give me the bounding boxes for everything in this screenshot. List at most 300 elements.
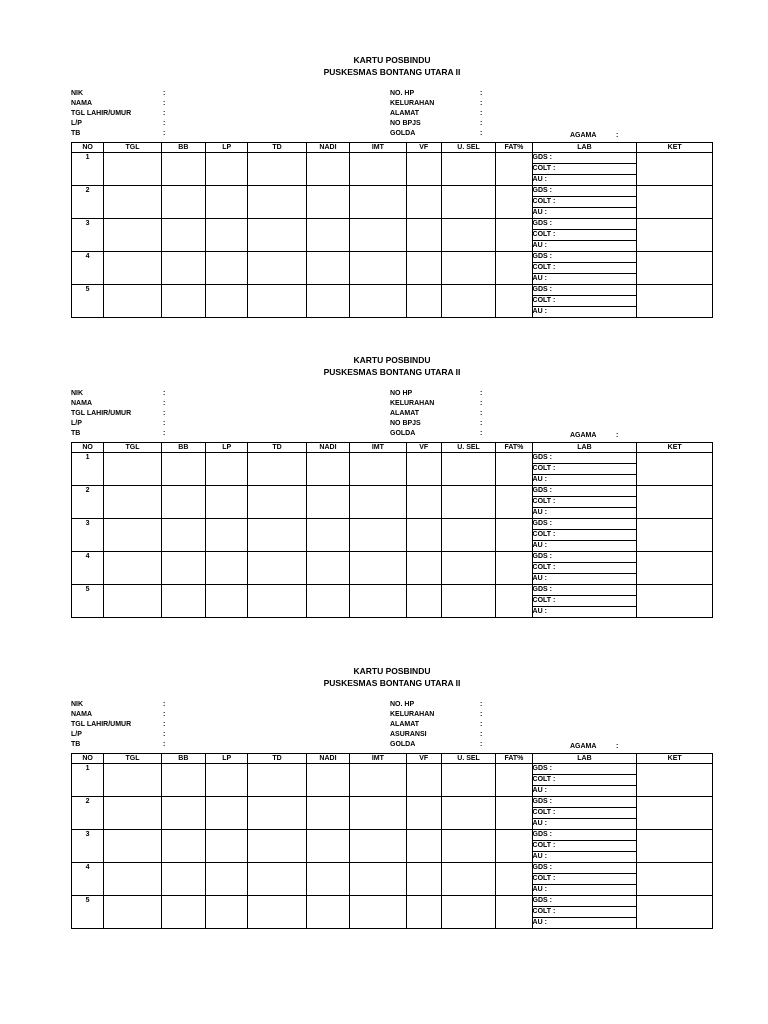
table-row bbox=[72, 552, 713, 563]
cell-u-sel[interactable] bbox=[441, 153, 495, 186]
left-field-label: L/P bbox=[71, 120, 82, 127]
cell-ket[interactable] bbox=[637, 453, 713, 486]
cell-u-sel[interactable] bbox=[441, 896, 495, 929]
cell-tgl[interactable] bbox=[104, 896, 161, 929]
lab-item[interactable]: COLT : bbox=[532, 464, 637, 475]
lab-item[interactable]: AU : bbox=[532, 574, 637, 585]
column-header: BB bbox=[161, 443, 205, 453]
cell-vf[interactable] bbox=[406, 186, 441, 219]
cell-ket[interactable] bbox=[637, 519, 713, 552]
lab-item[interactable]: COLT : bbox=[532, 230, 637, 241]
field-colon: : bbox=[163, 100, 166, 107]
cell-lp[interactable] bbox=[206, 486, 248, 519]
row-number: 4 bbox=[72, 252, 104, 285]
lab-item[interactable]: COLT : bbox=[532, 164, 637, 175]
lab-item[interactable]: COLT : bbox=[532, 197, 637, 208]
cell-lp[interactable] bbox=[206, 830, 248, 863]
right-field-label: ALAMAT bbox=[390, 721, 420, 728]
cell-bb[interactable] bbox=[161, 863, 205, 896]
cell-bb[interactable] bbox=[161, 285, 205, 318]
field-colon: : bbox=[163, 130, 166, 137]
cell-fat[interactable] bbox=[496, 896, 532, 929]
cell-tgl[interactable] bbox=[104, 863, 161, 896]
cell-vf[interactable] bbox=[406, 153, 441, 186]
cell-td[interactable] bbox=[248, 896, 306, 929]
field-colon: : bbox=[163, 741, 166, 748]
right-field-label: NO. HP bbox=[390, 701, 415, 708]
row-number: 4 bbox=[72, 552, 104, 585]
cell-fat[interactable] bbox=[496, 252, 532, 285]
column-header: TGL bbox=[104, 754, 161, 764]
row-number: 1 bbox=[72, 764, 104, 797]
cell-tgl[interactable] bbox=[104, 764, 161, 797]
lab-item[interactable]: AU : bbox=[532, 541, 637, 552]
cell-u-sel[interactable] bbox=[441, 219, 495, 252]
cell-ket[interactable] bbox=[637, 285, 713, 318]
column-header: TD bbox=[248, 143, 306, 153]
cell-ket[interactable] bbox=[637, 797, 713, 830]
cell-ket[interactable] bbox=[637, 186, 713, 219]
cell-nadi[interactable] bbox=[306, 764, 349, 797]
lab-item[interactable]: COLT : bbox=[532, 296, 637, 307]
left-field-label: NIK bbox=[71, 390, 84, 397]
card-subtitle: PUSKESMAS BONTANG UTARA II bbox=[323, 367, 461, 377]
cell-fat[interactable] bbox=[496, 486, 532, 519]
lab-item[interactable]: COLT : bbox=[532, 907, 637, 918]
cell-tgl[interactable] bbox=[104, 186, 161, 219]
field-colon: : bbox=[163, 721, 166, 728]
right-field-label: ALAMAT bbox=[390, 410, 420, 417]
field-colon: : bbox=[163, 120, 166, 127]
cell-lp[interactable] bbox=[206, 219, 248, 252]
lab-item[interactable]: GDS : bbox=[532, 764, 637, 775]
cell-bb[interactable] bbox=[161, 830, 205, 863]
row-number: 3 bbox=[72, 830, 104, 863]
column-header: U. SEL bbox=[441, 443, 495, 453]
field-colon: : bbox=[480, 420, 483, 427]
cell-imt[interactable] bbox=[350, 153, 406, 186]
cell-vf[interactable] bbox=[406, 519, 441, 552]
cell-ket[interactable] bbox=[637, 764, 713, 797]
cell-bb[interactable] bbox=[161, 552, 205, 585]
cell-ket[interactable] bbox=[637, 552, 713, 585]
cell-tgl[interactable] bbox=[104, 252, 161, 285]
field-colon: : bbox=[616, 743, 619, 750]
cell-td[interactable] bbox=[248, 764, 306, 797]
cell-td[interactable] bbox=[248, 486, 306, 519]
row-number: 2 bbox=[72, 797, 104, 830]
cell-nadi[interactable] bbox=[306, 219, 349, 252]
column-header: FAT% bbox=[496, 143, 532, 153]
cell-td[interactable] bbox=[248, 285, 306, 318]
cell-ket[interactable] bbox=[637, 830, 713, 863]
row-number: 2 bbox=[72, 186, 104, 219]
field-colon: : bbox=[616, 432, 619, 439]
lab-item[interactable]: GDS : bbox=[532, 552, 637, 563]
cell-imt[interactable] bbox=[350, 896, 406, 929]
cell-vf[interactable] bbox=[406, 219, 441, 252]
agama-label: AGAMA bbox=[570, 132, 597, 139]
cell-imt[interactable] bbox=[350, 797, 406, 830]
cell-td[interactable] bbox=[248, 453, 306, 486]
cell-u-sel[interactable] bbox=[441, 486, 495, 519]
left-field-label: L/P bbox=[71, 731, 82, 738]
lab-item[interactable]: COLT : bbox=[532, 596, 637, 607]
right-field-label: NO BPJS bbox=[390, 120, 421, 127]
cell-fat[interactable] bbox=[496, 153, 532, 186]
left-field-label: TGL LAHIR/UMUR bbox=[71, 410, 132, 417]
cell-lp[interactable] bbox=[206, 153, 248, 186]
field-colon: : bbox=[163, 90, 166, 97]
lab-item[interactable]: AU : bbox=[532, 475, 637, 486]
column-header: FAT% bbox=[496, 443, 532, 453]
card-subtitle: PUSKESMAS BONTANG UTARA II bbox=[323, 67, 461, 77]
cell-vf[interactable] bbox=[406, 863, 441, 896]
table-row bbox=[72, 252, 713, 263]
agama-label: AGAMA bbox=[570, 432, 597, 439]
right-field-label: NO. HP bbox=[390, 90, 415, 97]
cell-tgl[interactable] bbox=[104, 797, 161, 830]
cell-lp[interactable] bbox=[206, 797, 248, 830]
cell-nadi[interactable] bbox=[306, 830, 349, 863]
lab-item[interactable]: AU : bbox=[532, 819, 637, 830]
row-number: 4 bbox=[72, 863, 104, 896]
cell-fat[interactable] bbox=[496, 863, 532, 896]
column-header: VF bbox=[406, 443, 441, 453]
cell-u-sel[interactable] bbox=[441, 186, 495, 219]
cell-imt[interactable] bbox=[350, 486, 406, 519]
lab-item[interactable]: GDS : bbox=[532, 285, 637, 296]
cell-ket[interactable] bbox=[637, 219, 713, 252]
field-colon: : bbox=[163, 701, 166, 708]
field-colon: : bbox=[163, 430, 166, 437]
column-header: NADI bbox=[306, 443, 349, 453]
lab-item[interactable]: GDS : bbox=[532, 863, 637, 874]
lab-item[interactable]: COLT : bbox=[532, 841, 637, 852]
lab-item[interactable]: AU : bbox=[532, 918, 637, 929]
lab-item[interactable]: COLT : bbox=[532, 775, 637, 786]
cell-vf[interactable] bbox=[406, 285, 441, 318]
field-colon: : bbox=[163, 400, 166, 407]
cell-nadi[interactable] bbox=[306, 797, 349, 830]
cell-bb[interactable] bbox=[161, 153, 205, 186]
left-field-label: NIK bbox=[71, 90, 84, 97]
right-field-label: GOLDA bbox=[390, 130, 416, 137]
row-number: 1 bbox=[72, 153, 104, 186]
table-row bbox=[72, 453, 713, 464]
table-row bbox=[72, 830, 713, 841]
cell-ket[interactable] bbox=[637, 585, 713, 618]
cell-vf[interactable] bbox=[406, 552, 441, 585]
cell-bb[interactable] bbox=[161, 896, 205, 929]
lab-item[interactable]: GDS : bbox=[532, 585, 637, 596]
field-colon: : bbox=[480, 120, 483, 127]
cell-bb[interactable] bbox=[161, 486, 205, 519]
cell-td[interactable] bbox=[248, 585, 306, 618]
cell-lp[interactable] bbox=[206, 863, 248, 896]
lab-item[interactable]: GDS : bbox=[532, 252, 637, 263]
cell-vf[interactable] bbox=[406, 453, 441, 486]
cell-imt[interactable] bbox=[350, 252, 406, 285]
right-field-label: GOLDA bbox=[390, 741, 416, 748]
cell-td[interactable] bbox=[248, 863, 306, 896]
lab-item[interactable]: AU : bbox=[532, 508, 637, 519]
row-number: 1 bbox=[72, 453, 104, 486]
cell-u-sel[interactable] bbox=[441, 585, 495, 618]
lab-item[interactable]: AU : bbox=[532, 208, 637, 219]
cell-ket[interactable] bbox=[637, 863, 713, 896]
card-title: KARTU POSBINDU bbox=[353, 666, 431, 676]
cell-fat[interactable] bbox=[496, 219, 532, 252]
cell-ket[interactable] bbox=[637, 153, 713, 186]
lab-item[interactable]: COLT : bbox=[532, 530, 637, 541]
cell-td[interactable] bbox=[248, 519, 306, 552]
column-header: FAT% bbox=[496, 754, 532, 764]
left-field-label: NIK bbox=[71, 701, 84, 708]
cell-bb[interactable] bbox=[161, 453, 205, 486]
cell-nadi[interactable] bbox=[306, 252, 349, 285]
cell-nadi[interactable] bbox=[306, 153, 349, 186]
column-header: NADI bbox=[306, 143, 349, 153]
cell-vf[interactable] bbox=[406, 896, 441, 929]
cell-lp[interactable] bbox=[206, 896, 248, 929]
right-field-label: KELURAHAN bbox=[390, 711, 435, 718]
cell-vf[interactable] bbox=[406, 486, 441, 519]
cell-tgl[interactable] bbox=[104, 519, 161, 552]
cell-u-sel[interactable] bbox=[441, 830, 495, 863]
left-field-label: TGL LAHIR/UMUR bbox=[71, 110, 132, 117]
cell-tgl[interactable] bbox=[104, 453, 161, 486]
cell-u-sel[interactable] bbox=[441, 863, 495, 896]
cell-ket[interactable] bbox=[637, 252, 713, 285]
column-header: VF bbox=[406, 143, 441, 153]
cell-lp[interactable] bbox=[206, 285, 248, 318]
cell-fat[interactable] bbox=[496, 797, 532, 830]
field-colon: : bbox=[480, 731, 483, 738]
column-header: NO bbox=[72, 143, 104, 153]
cell-vf[interactable] bbox=[406, 252, 441, 285]
field-colon: : bbox=[480, 400, 483, 407]
field-colon: : bbox=[480, 711, 483, 718]
field-colon: : bbox=[163, 420, 166, 427]
lab-item[interactable]: AU : bbox=[532, 852, 637, 863]
column-header: BB bbox=[161, 754, 205, 764]
cell-imt[interactable] bbox=[350, 219, 406, 252]
cell-u-sel[interactable] bbox=[441, 552, 495, 585]
field-colon: : bbox=[480, 430, 483, 437]
row-number: 2 bbox=[72, 486, 104, 519]
field-colon: : bbox=[163, 711, 166, 718]
cell-lp[interactable] bbox=[206, 552, 248, 585]
right-field-label: KELURAHAN bbox=[390, 400, 435, 407]
lab-item[interactable]: AU : bbox=[532, 175, 637, 186]
cell-vf[interactable] bbox=[406, 830, 441, 863]
left-field-label: TB bbox=[71, 130, 81, 137]
cell-vf[interactable] bbox=[406, 764, 441, 797]
table-row bbox=[72, 863, 713, 874]
left-field-label: L/P bbox=[71, 420, 82, 427]
cell-tgl[interactable] bbox=[104, 552, 161, 585]
cell-fat[interactable] bbox=[496, 585, 532, 618]
field-colon: : bbox=[163, 390, 166, 397]
field-colon: : bbox=[480, 390, 483, 397]
field-colon: : bbox=[480, 741, 483, 748]
cell-nadi[interactable] bbox=[306, 186, 349, 219]
lab-item[interactable]: AU : bbox=[532, 241, 637, 252]
lab-item[interactable]: GDS : bbox=[532, 519, 637, 530]
field-colon: : bbox=[480, 721, 483, 728]
cell-td[interactable] bbox=[248, 797, 306, 830]
cell-nadi[interactable] bbox=[306, 585, 349, 618]
column-header: LP bbox=[206, 754, 248, 764]
lab-item[interactable]: GDS : bbox=[532, 186, 637, 197]
lab-item[interactable]: COLT : bbox=[532, 497, 637, 508]
lab-item[interactable]: GDS : bbox=[532, 896, 637, 907]
row-number: 5 bbox=[72, 585, 104, 618]
table-row bbox=[72, 896, 713, 907]
cell-nadi[interactable] bbox=[306, 863, 349, 896]
cell-nadi[interactable] bbox=[306, 519, 349, 552]
left-field-label: NAMA bbox=[71, 711, 92, 718]
cell-imt[interactable] bbox=[350, 186, 406, 219]
column-header: NO bbox=[72, 443, 104, 453]
card-title: KARTU POSBINDU bbox=[353, 355, 431, 365]
cell-fat[interactable] bbox=[496, 186, 532, 219]
cell-u-sel[interactable] bbox=[441, 519, 495, 552]
table-row bbox=[72, 764, 713, 775]
cell-nadi[interactable] bbox=[306, 285, 349, 318]
cell-fat[interactable] bbox=[496, 830, 532, 863]
cell-imt[interactable] bbox=[350, 585, 406, 618]
lab-item[interactable]: AU : bbox=[532, 786, 637, 797]
cell-bb[interactable] bbox=[161, 252, 205, 285]
left-field-label: TB bbox=[71, 741, 81, 748]
cell-imt[interactable] bbox=[350, 552, 406, 585]
cell-fat[interactable] bbox=[496, 519, 532, 552]
cell-bb[interactable] bbox=[161, 797, 205, 830]
cell-imt[interactable] bbox=[350, 830, 406, 863]
cell-nadi[interactable] bbox=[306, 552, 349, 585]
posbindu-card bbox=[71, 55, 713, 337]
cell-lp[interactable] bbox=[206, 252, 248, 285]
cell-fat[interactable] bbox=[496, 285, 532, 318]
cell-u-sel[interactable] bbox=[441, 764, 495, 797]
cell-ket[interactable] bbox=[637, 896, 713, 929]
lab-item[interactable]: COLT : bbox=[532, 808, 637, 819]
lab-item[interactable]: GDS : bbox=[532, 486, 637, 497]
cell-u-sel[interactable] bbox=[441, 252, 495, 285]
cell-td[interactable] bbox=[248, 219, 306, 252]
field-colon: : bbox=[480, 90, 483, 97]
lab-item[interactable]: GDS : bbox=[532, 153, 637, 164]
cell-tgl[interactable] bbox=[104, 285, 161, 318]
cell-bb[interactable] bbox=[161, 219, 205, 252]
column-header: VF bbox=[406, 754, 441, 764]
table-row bbox=[72, 285, 713, 296]
table-row bbox=[72, 585, 713, 596]
cell-lp[interactable] bbox=[206, 585, 248, 618]
lab-item[interactable]: COLT : bbox=[532, 263, 637, 274]
cell-bb[interactable] bbox=[161, 764, 205, 797]
table-row bbox=[72, 797, 713, 808]
posbindu-table bbox=[71, 753, 713, 929]
lab-item[interactable]: GDS : bbox=[532, 830, 637, 841]
table-row bbox=[72, 153, 713, 164]
field-colon: : bbox=[480, 100, 483, 107]
cell-imt[interactable] bbox=[350, 519, 406, 552]
lab-item[interactable]: GDS : bbox=[532, 453, 637, 464]
lab-item[interactable]: AU : bbox=[532, 274, 637, 285]
cell-lp[interactable] bbox=[206, 519, 248, 552]
cell-bb[interactable] bbox=[161, 519, 205, 552]
lab-item[interactable]: COLT : bbox=[532, 874, 637, 885]
column-header: LP bbox=[206, 143, 248, 153]
cell-tgl[interactable] bbox=[104, 830, 161, 863]
cell-imt[interactable] bbox=[350, 453, 406, 486]
agama-label: AGAMA bbox=[570, 743, 597, 750]
cell-fat[interactable] bbox=[496, 453, 532, 486]
posbindu-table bbox=[71, 142, 713, 318]
lab-item[interactable]: COLT : bbox=[532, 563, 637, 574]
field-colon: : bbox=[163, 410, 166, 417]
cell-td[interactable] bbox=[248, 186, 306, 219]
column-header: NADI bbox=[306, 754, 349, 764]
row-number: 3 bbox=[72, 219, 104, 252]
cell-bb[interactable] bbox=[161, 186, 205, 219]
cell-u-sel[interactable] bbox=[441, 797, 495, 830]
cell-td[interactable] bbox=[248, 252, 306, 285]
lab-item[interactable]: GDS : bbox=[532, 219, 637, 230]
cell-fat[interactable] bbox=[496, 764, 532, 797]
lab-item[interactable]: AU : bbox=[532, 607, 637, 618]
cell-lp[interactable] bbox=[206, 453, 248, 486]
field-colon: : bbox=[480, 410, 483, 417]
cell-tgl[interactable] bbox=[104, 219, 161, 252]
cell-vf[interactable] bbox=[406, 585, 441, 618]
row-number: 5 bbox=[72, 285, 104, 318]
cell-td[interactable] bbox=[248, 830, 306, 863]
cell-u-sel[interactable] bbox=[441, 453, 495, 486]
column-header: BB bbox=[161, 143, 205, 153]
field-colon: : bbox=[480, 130, 483, 137]
cell-u-sel[interactable] bbox=[441, 285, 495, 318]
cell-bb[interactable] bbox=[161, 585, 205, 618]
cell-lp[interactable] bbox=[206, 764, 248, 797]
lab-item[interactable]: GDS : bbox=[532, 797, 637, 808]
cell-vf[interactable] bbox=[406, 797, 441, 830]
cell-tgl[interactable] bbox=[104, 486, 161, 519]
cell-imt[interactable] bbox=[350, 764, 406, 797]
lab-item[interactable]: AU : bbox=[532, 885, 637, 896]
cell-imt[interactable] bbox=[350, 285, 406, 318]
cell-nadi[interactable] bbox=[306, 453, 349, 486]
cell-imt[interactable] bbox=[350, 863, 406, 896]
cell-nadi[interactable] bbox=[306, 896, 349, 929]
posbindu-card bbox=[71, 355, 713, 637]
cell-td[interactable] bbox=[248, 153, 306, 186]
lab-item[interactable]: AU : bbox=[532, 307, 637, 318]
cell-fat[interactable] bbox=[496, 552, 532, 585]
row-number: 5 bbox=[72, 896, 104, 929]
cell-td[interactable] bbox=[248, 552, 306, 585]
cell-lp[interactable] bbox=[206, 186, 248, 219]
cell-nadi[interactable] bbox=[306, 486, 349, 519]
column-header: IMT bbox=[350, 754, 406, 764]
cell-ket[interactable] bbox=[637, 486, 713, 519]
cell-tgl[interactable] bbox=[104, 153, 161, 186]
field-colon: : bbox=[480, 701, 483, 708]
cell-tgl[interactable] bbox=[104, 585, 161, 618]
